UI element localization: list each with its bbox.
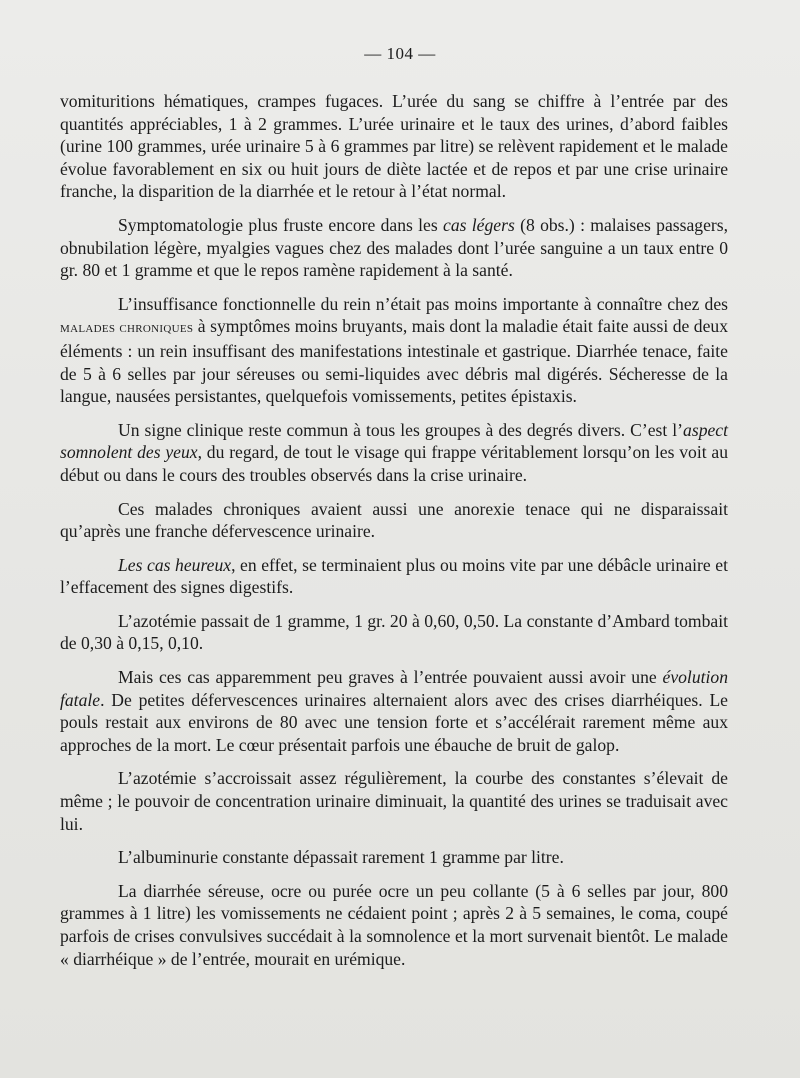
emphasis-text: Les cas heureux [118, 554, 232, 575]
text-run: Un signe clinique reste commun à tous les groupes à des degrés divers. C’est l’ [118, 419, 684, 440]
paragraph [60, 554, 728, 599]
text-run: L’azotémie s’accroissait assez régulièrement, la courbe des constantes s’élevait de même ; le pouvoir de concentration urinaire diminuait, la quantité des urines se traduisait avec lui. [60, 768, 728, 834]
text-run: Symptomatologie plus fruste encore dans les [118, 214, 444, 235]
smallcaps-text: malades chroniques [60, 320, 194, 337]
text-run: , en effet, se terminaient plus ou moins vite par une débâcle urinaire et l’effacement des signes digestifs. [60, 554, 729, 598]
text-run: (8 obs.) : malaises passagers, obnubilation légère, myalgies vagues chez des malades dont l’urée sanguine a un taux entre 0 gr. 80 et 1 gramme et que le repos ramène rapidement à la santé. [60, 214, 728, 281]
text-run: Mais ces cas apparemment peu graves à l’entrée pouvaient aussi avoir une [118, 667, 663, 688]
emphasis-text: cas légers [443, 214, 515, 235]
paragraph [60, 498, 728, 543]
emphasis-text: évolution fatale [60, 667, 728, 710]
paragraph [60, 419, 728, 487]
text-run: Ces malades chroniques avaient aussi une anorexie tenace qui ne disparaissait qu’après une franche défervescence urinaire. [60, 498, 728, 542]
text-run: . De petites défervescences urinaires alternaient alors avec des crises diarrhéiques. Le pouls restait aux environs de 80 avec une tension forte et s’accélérait rarement même aux approches de la mort. Le cœur présentait parfois une ébauche de bruit de galop. [60, 689, 728, 755]
paragraph [60, 90, 728, 203]
paragraph [60, 666, 728, 756]
text-run: , du regard, de tout le visage qui frappe véritablement lorsqu’on les voit au début ou dans le cours des troubles observés dans la crise urinaire. [60, 442, 728, 485]
page-number: — 104 — [364, 44, 436, 63]
text-run: L’albuminurie constante dépassait rarement 1 gramme par litre. [118, 847, 564, 868]
text-run: vomituritions hématiques, crampes fugaces. L’urée du sang se chiffre à l’entrée par des quantités appréciables, 1 à 2 grammes. L’urée urinaire et le taux des urines, d’abord faibles (urine 100 grammes, urée urinaire 5 à 6 grammes par litre) se relèvent rapidement et le malade évolue favorablement en six ou huit jours de diète lactée et de repos et par une crise urinaire franche, la disparition de la diarrhée et le retour à l’état normal. [60, 91, 728, 202]
paragraph [60, 767, 728, 835]
paragraph [60, 610, 728, 655]
emphasis-text: aspect somnolent des yeux [60, 419, 728, 463]
paragraph [60, 880, 728, 970]
paragraph [60, 214, 728, 282]
paragraph [60, 846, 728, 869]
paragraph [60, 293, 728, 408]
text-run: La diarrhée séreuse, ocre ou purée ocre un peu collante (5 à 6 selles par jour, 800 grammes à 1 litre) les vomissements ne cédaient point ; après 2 à 5 semaines, le coma, coupé parfois de crises convulsives succédait à la somnolence et la mort survenait bientôt. Le malade « diarrhéique » de l’entrée, mourait en urémique. [60, 880, 728, 969]
text-run: à symptômes moins bruyants, mais dont la maladie était faite aussi de deux éléments : un rein insuffisant des manifestations intestinale et gastrique. Diarrhée tenace, faite de 5 à 6 selles par jour séreuses ou semi-liquides avec débris mal digérés. Sécheresse de la langue, nausées persistantes, quelquefois vomissements, petites épistaxis. [60, 316, 729, 407]
text-run: L’insuffisance fonctionnelle du rein n’était pas moins importante à connaître chez des [118, 293, 728, 314]
text-run: L’azotémie passait de 1 gramme, 1 gr. 20 à 0,60, 0,50. La constante d’Ambard tombait de 0,30 à 0,15, 0,10. [60, 610, 728, 654]
body-text [60, 90, 728, 981]
